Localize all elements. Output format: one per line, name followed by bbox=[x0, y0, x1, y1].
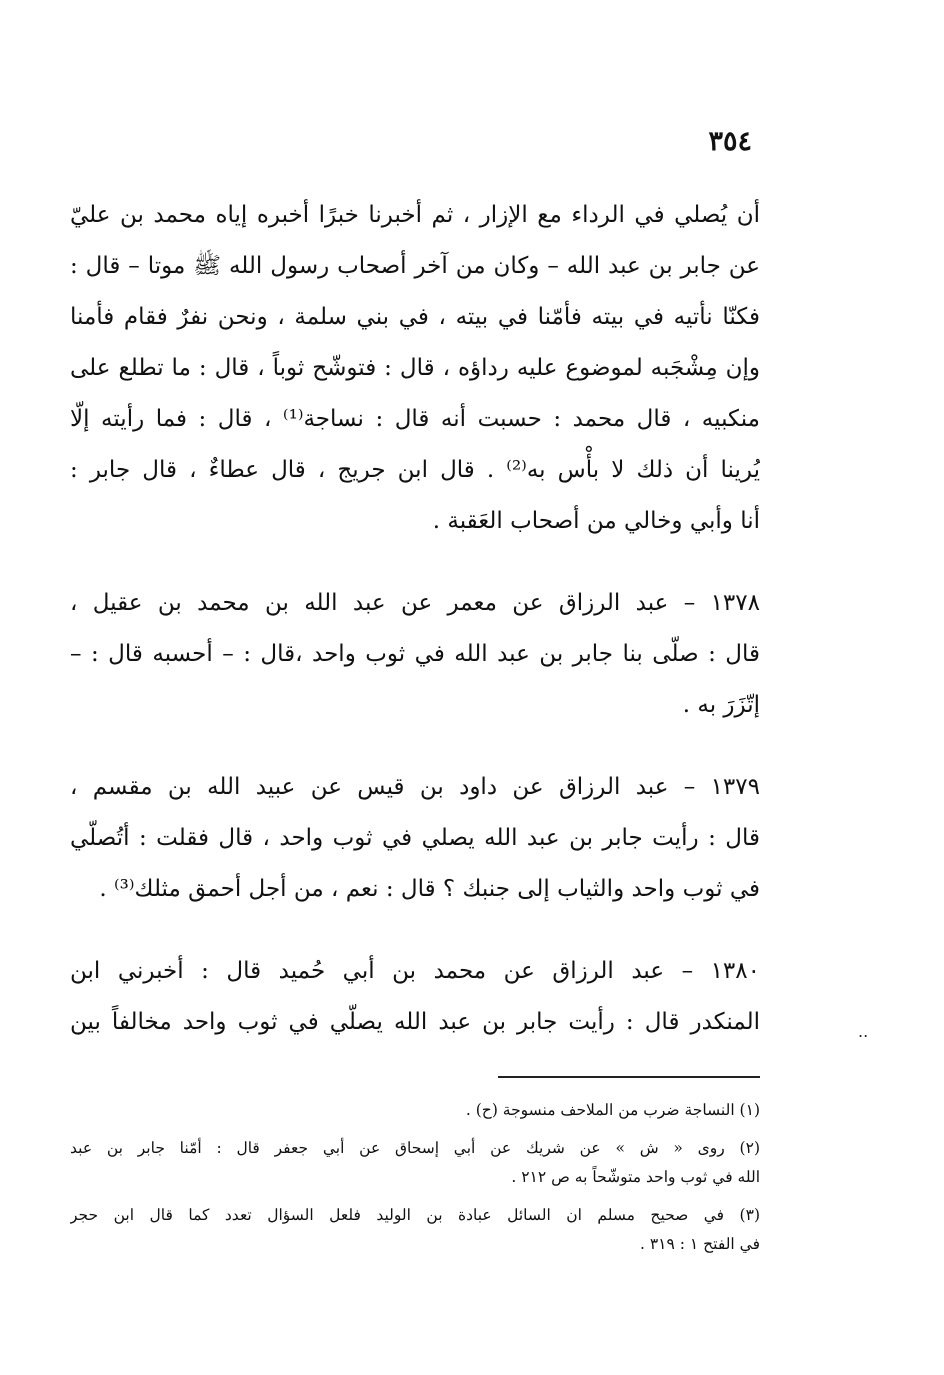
footnotes bbox=[70, 1096, 760, 1259]
page-number: ٣٥٤ bbox=[708, 126, 752, 157]
text-line: ١٣٨٠ – عبد الرزاق عن محمد بن أبي حُميد قال : أخبرني ابن bbox=[70, 958, 760, 984]
text-line: إتّزَرَ به . bbox=[682, 692, 760, 718]
book-page bbox=[70, 120, 760, 1300]
footnote-divider bbox=[498, 1076, 760, 1078]
text-line: منكبيه ، قال محمد : حسبت أنه قال : نساجة⁽¹⁾ ، قال : فما رأيته إلّا bbox=[70, 406, 760, 432]
paragraph-hadith-1380 bbox=[70, 946, 760, 1048]
footnote-2 bbox=[70, 1134, 760, 1192]
text-line: وإن مِشْجَبه لموضوع عليه رداؤه ، قال : فتوشّح ثوباً ، قال : ما تطلع على bbox=[70, 355, 760, 381]
footnote-line: الله في ثوب واحد متوشّحاً به ص ٢١٢ . bbox=[511, 1168, 760, 1186]
margin-mark: .. bbox=[858, 1022, 869, 1041]
paragraph-continuation bbox=[70, 190, 760, 547]
text-line: يُرينا أن ذلك لا بأْس به⁽²⁾ . قال ابن جريج ، قال عطاءٌ ، قال جابر : bbox=[70, 457, 760, 483]
footnote-1 bbox=[70, 1096, 760, 1125]
text-line: قال : صلّى بنا جابر بن عبد الله في ثوب واحد ،قال : – أحسبه قال : – bbox=[70, 641, 760, 667]
text-line: فكنّا نأتيه في بيته فأمّنا في بيته ، في بني سلمة ، ونحن نفرٌ فقام فأمنا bbox=[70, 304, 760, 330]
footnote-line: في الفتح ١ : ٣١٩ . bbox=[640, 1235, 760, 1253]
paragraph-hadith-1378 bbox=[70, 578, 760, 731]
text-line: عن جابر بن عبد الله – وكان من آخر أصحاب رسول الله ﷺ موتا – قال : bbox=[70, 253, 760, 279]
text-line: ١٣٧٩ – عبد الرزاق عن داود بن قيس عن عبيد الله بن مقسم ، bbox=[70, 774, 760, 800]
footnote-line: (٢) روى « ش » عن شريك عن أبي إسحاق عن أبي جعفر قال : أمّنا جابر بن عبد bbox=[70, 1139, 760, 1157]
footnote-line: (١) النساجة ضرب من الملاحف منسوجة (ح) . bbox=[465, 1101, 760, 1119]
text-line: في ثوب واحد والثياب إلى جنبك ؟ قال : نعم ، من أجل أحمق مثلك⁽³⁾ . bbox=[99, 876, 760, 902]
main-text bbox=[70, 190, 760, 1048]
footnote-line: (٣) في صحيح مسلم ان السائل عبادة بن الوليد فلعل السؤال تعدد كما قال ابن حجر bbox=[70, 1206, 760, 1224]
text-line: ١٣٧٨ – عبد الرزاق عن معمر عن عبد الله بن محمد بن عقيل ، bbox=[70, 590, 760, 616]
footnote-3 bbox=[70, 1201, 760, 1259]
text-line: المنكدر قال : رأيت جابر بن عبد الله يصلّي في ثوب واحد مخالفاً بين bbox=[70, 1009, 760, 1035]
text-line: أنا وأبي وخالي من أصحاب العَقبة . bbox=[432, 508, 760, 534]
text-line: أن يُصلي في الرداء مع الإزار ، ثم أخبرنا خبرًا أخبره إياه محمد بن عليّ bbox=[70, 202, 760, 228]
paragraph-hadith-1379 bbox=[70, 762, 760, 915]
text-line: قال : رأيت جابر بن عبد الله يصلي في ثوب واحد ، قال فقلت : أتُصلّي bbox=[70, 825, 760, 851]
